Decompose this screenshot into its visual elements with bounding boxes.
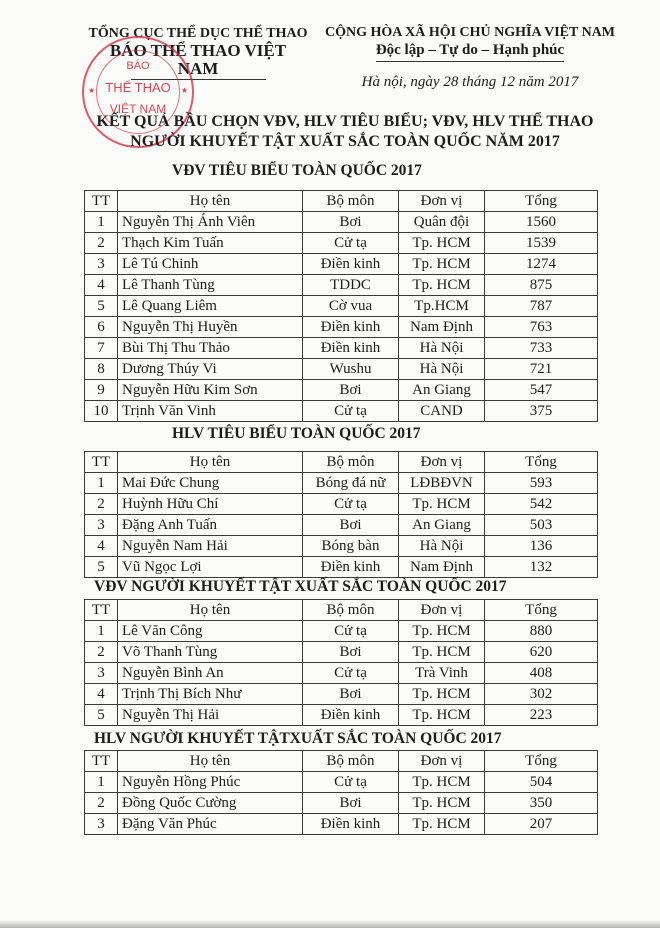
cell-tt: 3 (85, 663, 118, 684)
document-title-line-1: KẾT QUẢ BẦU CHỌN VĐV, HLV TIÊU BIỂU; VĐV, HLV THỂ THAO (96, 113, 594, 130)
cell-total: 132 (485, 557, 598, 578)
cell-sport: Wushu (303, 359, 399, 380)
table-row (85, 557, 598, 578)
col-header-name: Họ tên (118, 191, 303, 212)
col-header-name: Họ tên (118, 751, 303, 772)
cell-total: 593 (485, 473, 598, 494)
stamp-line-2: THỂ THAO (105, 80, 171, 95)
cell-total: 503 (485, 515, 598, 536)
section-title-para-athletes: VĐV NGƯỜI KHUYẾT TẬT XUẤT SẮC TOÀN QUỐC 2017 (94, 578, 507, 595)
scan-edge-shadow (0, 920, 660, 928)
cell-tt: 7 (85, 338, 118, 359)
cell-total: 207 (485, 814, 598, 835)
cell-total: 408 (485, 663, 598, 684)
cell-tt: 1 (85, 621, 118, 642)
national-heading (320, 24, 620, 91)
cell-name: Lê Tú Chinh (118, 254, 303, 275)
cell-name: Lê Văn Công (118, 621, 303, 642)
cell-tt: 4 (85, 684, 118, 705)
stamp-line-1: BÁO (126, 60, 150, 72)
cell-tt: 2 (85, 642, 118, 663)
cell-unit: Tp. HCM (399, 772, 485, 793)
cell-unit: Tp. HCM (399, 621, 485, 642)
cell-total: 375 (485, 401, 598, 422)
cell-tt: 4 (85, 275, 118, 296)
cell-total: 302 (485, 684, 598, 705)
section-title-para-coaches: HLV NGƯỜI KHUYẾT TẬTXUẤT SẮC TOÀN QUỐC 2017 (94, 730, 502, 747)
cell-sport: Cử tạ (303, 772, 399, 793)
table-row (85, 473, 598, 494)
cell-total: 787 (485, 296, 598, 317)
cell-name: Nguyễn Thị Huyền (118, 317, 303, 338)
cell-total: 875 (485, 275, 598, 296)
results-table-para-athletes (84, 599, 598, 726)
cell-total: 1274 (485, 254, 598, 275)
cell-tt: 2 (85, 494, 118, 515)
cell-unit: Tp. HCM (399, 814, 485, 835)
cell-unit: Tp. HCM (399, 642, 485, 663)
stamp-star-icon: ★ (88, 86, 96, 95)
cell-unit: Tp. HCM (399, 684, 485, 705)
cell-sport: Cử tạ (303, 663, 399, 684)
col-header-unit: Đơn vị (399, 452, 485, 473)
cell-tt: 8 (85, 359, 118, 380)
cell-tt: 1 (85, 772, 118, 793)
cell-name: Nguyễn Thị Hải (118, 705, 303, 726)
results-table-para-coaches (84, 750, 598, 835)
cell-unit: Tp. HCM (399, 494, 485, 515)
cell-sport: Cờ vua (303, 296, 399, 317)
cell-total: 733 (485, 338, 598, 359)
cell-unit: Tp. HCM (399, 233, 485, 254)
col-header-unit: Đơn vị (399, 751, 485, 772)
table-row (85, 642, 598, 663)
cell-name: Lê Thanh Tùng (118, 275, 303, 296)
table-row (85, 380, 598, 401)
stamp-line-3: VIỆT NAM (109, 102, 167, 116)
cell-unit: Tp. HCM (399, 793, 485, 814)
col-header-unit: Đơn vị (399, 191, 485, 212)
cell-total: 1560 (485, 212, 598, 233)
cell-tt: 1 (85, 473, 118, 494)
cell-total: 504 (485, 772, 598, 793)
table-row (85, 317, 598, 338)
results-table-athletes (84, 190, 598, 422)
cell-total: 542 (485, 494, 598, 515)
table-row (85, 814, 598, 835)
cell-sport: Điền kinh (303, 317, 399, 338)
cell-sport: Bơi (303, 380, 399, 401)
issuer-parent-org: TỔNG CỤC THỂ DỤC THỂ THAO (88, 26, 308, 41)
nation-name: CỘNG HÒA XÃ HỘI CHỦ NGHĨA VIỆT NAM (324, 25, 615, 40)
cell-name: Đặng Anh Tuấn (118, 515, 303, 536)
cell-sport: Điền kinh (303, 814, 399, 835)
cell-sport: Bóng bàn (303, 536, 399, 557)
cell-sport: Bóng đá nữ (303, 473, 399, 494)
col-header-tt: TT (85, 191, 118, 212)
col-header-sport: Bộ môn (303, 452, 399, 473)
cell-unit: Nam Định (399, 317, 485, 338)
cell-name: Lê Quang Liêm (118, 296, 303, 317)
cell-name: Đặng Văn Phúc (118, 814, 303, 835)
cell-unit: LĐBĐVN (399, 473, 485, 494)
table-row (85, 515, 598, 536)
cell-unit: An Giang (399, 380, 485, 401)
cell-total: 763 (485, 317, 598, 338)
table-row (85, 705, 598, 726)
col-header-total: Tổng (485, 191, 598, 212)
col-header-total: Tổng (485, 452, 598, 473)
cell-tt: 5 (85, 705, 118, 726)
cell-tt: 9 (85, 380, 118, 401)
document-title (80, 112, 610, 152)
table-row (85, 536, 598, 557)
cell-name: Nguyễn Hồng Phúc (118, 772, 303, 793)
cell-tt: 4 (85, 536, 118, 557)
col-header-name: Họ tên (118, 452, 303, 473)
table-header-row (85, 452, 598, 473)
results-table-coaches (84, 451, 598, 578)
table-row (85, 793, 598, 814)
col-header-tt: TT (85, 751, 118, 772)
cell-sport: Cử tạ (303, 401, 399, 422)
cell-sport: Bơi (303, 212, 399, 233)
cell-unit: Hà Nội (399, 536, 485, 557)
table-header-row (85, 600, 598, 621)
cell-name: Nguyễn Bình An (118, 663, 303, 684)
cell-sport: Bơi (303, 642, 399, 663)
cell-total: 223 (485, 705, 598, 726)
table-row (85, 401, 598, 422)
table-row (85, 275, 598, 296)
cell-sport: Bơi (303, 684, 399, 705)
col-header-total: Tổng (485, 600, 598, 621)
cell-total: 620 (485, 642, 598, 663)
stamp-star-icon: ★ (180, 86, 188, 95)
cell-tt: 1 (85, 212, 118, 233)
table-header-row (85, 191, 598, 212)
cell-tt: 5 (85, 296, 118, 317)
section-title-coaches: HLV TIÊU BIỂU TOÀN QUỐC 2017 (172, 425, 421, 442)
col-header-sport: Bộ môn (303, 600, 399, 621)
cell-unit: An Giang (399, 515, 485, 536)
col-header-unit: Đơn vị (399, 600, 485, 621)
cell-sport: Điền kinh (303, 254, 399, 275)
cell-unit: Tp. HCM (399, 275, 485, 296)
cell-unit: CAND (399, 401, 485, 422)
cell-name: Bùi Thị Thu Thảo (118, 338, 303, 359)
cell-unit: Trà Vinh (399, 663, 485, 684)
cell-unit: Quân đội (399, 212, 485, 233)
cell-unit: Tp. HCM (399, 254, 485, 275)
cell-unit: Tp.HCM (399, 296, 485, 317)
cell-tt: 3 (85, 515, 118, 536)
cell-total: 547 (485, 380, 598, 401)
cell-total: 721 (485, 359, 598, 380)
cell-name: Dương Thúy Vi (118, 359, 303, 380)
cell-total: 880 (485, 621, 598, 642)
cell-total: 350 (485, 793, 598, 814)
table-row (85, 338, 598, 359)
cell-name: Mai Đức Chung (118, 473, 303, 494)
cell-tt: 3 (85, 254, 118, 275)
table-row (85, 684, 598, 705)
col-header-tt: TT (85, 600, 118, 621)
national-motto: Độc lập – Tự do – Hạnh phúc (375, 42, 565, 58)
table-row (85, 254, 598, 275)
col-header-tt: TT (85, 452, 118, 473)
cell-sport: Cử tạ (303, 621, 399, 642)
cell-name: Nguyễn Thị Ánh Viên (118, 212, 303, 233)
cell-tt: 5 (85, 557, 118, 578)
cell-name: Thạch Kim Tuấn (118, 233, 303, 254)
cell-tt: 6 (85, 317, 118, 338)
section-title-athletes: VĐV TIÊU BIỂU TOÀN QUỐC 2017 (172, 162, 422, 179)
cell-sport: Bơi (303, 515, 399, 536)
cell-unit: Hà Nội (399, 338, 485, 359)
document-date: Hà nội, ngày 28 tháng 12 năm 2017 (361, 74, 579, 90)
col-header-name: Họ tên (118, 600, 303, 621)
col-header-total: Tổng (485, 751, 598, 772)
table-row (85, 233, 598, 254)
cell-sport: Cử tạ (303, 233, 399, 254)
col-header-sport: Bộ môn (303, 751, 399, 772)
cell-sport: Điền kinh (303, 557, 399, 578)
table-row (85, 494, 598, 515)
motto-underline (376, 61, 564, 62)
table-row (85, 359, 598, 380)
table-row (85, 296, 598, 317)
cell-name: Đồng Quốc Cường (118, 793, 303, 814)
table-row (85, 621, 598, 642)
col-header-sport: Bộ môn (303, 191, 399, 212)
cell-name: Võ Thanh Tùng (118, 642, 303, 663)
table-row (85, 212, 598, 233)
cell-tt: 10 (85, 401, 118, 422)
cell-tt: 2 (85, 793, 118, 814)
cell-unit: Nam Định (399, 557, 485, 578)
cell-unit: Tp. HCM (399, 705, 485, 726)
cell-unit: Hà Nội (399, 359, 485, 380)
cell-sport: Bơi (303, 793, 399, 814)
cell-tt: 2 (85, 233, 118, 254)
cell-name: Trịnh Thị Bích Như (118, 684, 303, 705)
cell-total: 1539 (485, 233, 598, 254)
table-row (85, 663, 598, 684)
cell-total: 136 (485, 536, 598, 557)
cell-tt: 3 (85, 814, 118, 835)
cell-sport: TDDC (303, 275, 399, 296)
document-title-line-2: NGƯỜI KHUYẾT TẬT XUẤT SẮC TOÀN QUỐC NĂM 2017 (130, 133, 560, 150)
cell-name: Nguyễn Hữu Kim Sơn (118, 380, 303, 401)
cell-name: Huỳnh Hữu Chí (118, 494, 303, 515)
table-header-row (85, 751, 598, 772)
cell-sport: Điền kinh (303, 705, 399, 726)
cell-name: Nguyễn Nam Hải (118, 536, 303, 557)
cell-name: Trịnh Văn Vinh (118, 401, 303, 422)
cell-sport: Điền kinh (303, 338, 399, 359)
cell-sport: Cử tạ (303, 494, 399, 515)
table-row (85, 772, 598, 793)
cell-name: Vũ Ngọc Lợi (118, 557, 303, 578)
issuer-org-name: BÁO THỂ THAO VIỆT NAM (109, 41, 287, 78)
